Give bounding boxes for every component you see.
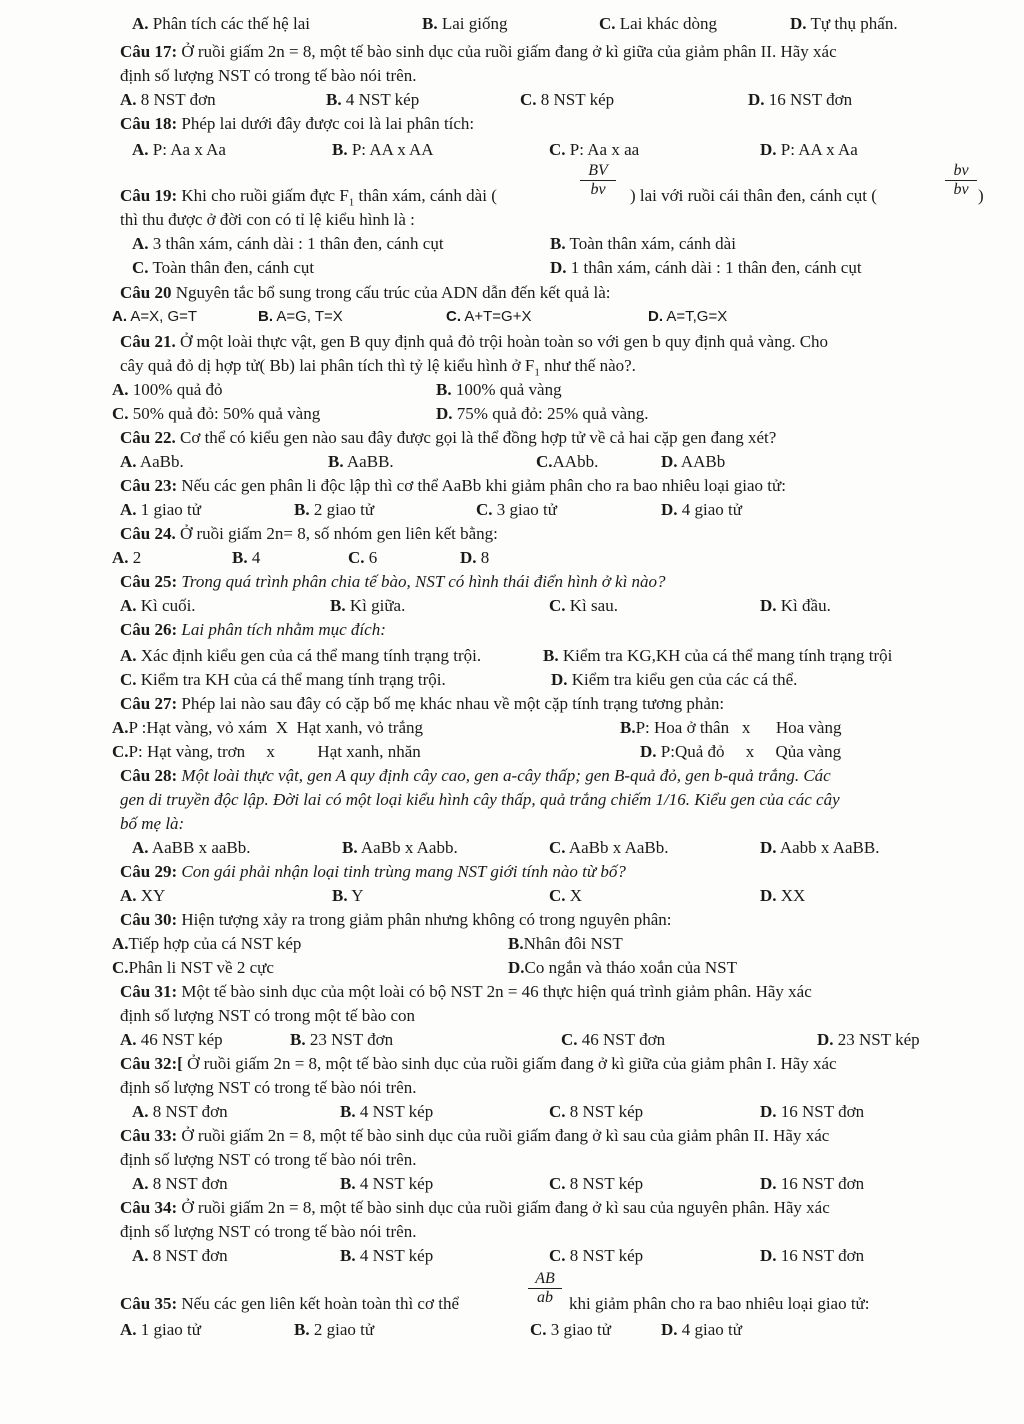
q34-options xyxy=(112,1244,1004,1268)
q19-text-b: thân xám, cánh dài ( xyxy=(354,186,497,205)
q25-option-a: A. Kì cuối. xyxy=(120,596,196,615)
q27-label: Câu 27: xyxy=(120,694,178,713)
q32-label: Câu 32:[ xyxy=(120,1054,183,1073)
q30-option-d: D.Co ngắn và tháo xoắn của NST xyxy=(508,958,737,977)
q28-option-c: C. AaBb x AaBb. xyxy=(549,838,669,857)
q35-frac-den: ab xyxy=(537,1289,553,1306)
q33-text2: định số lượng NST có trong tế bào nói trên. xyxy=(120,1150,417,1169)
q34-line1 xyxy=(120,1196,1004,1220)
q21-text2a: cây quả đỏ dị hợp tử( Bb) lai phân tích thì tỷ lệ kiểu hình ở F xyxy=(120,356,535,375)
q21-line2 xyxy=(120,354,1004,378)
q18-label: Câu 18: xyxy=(120,114,178,133)
q17-option-d: D. 16 NST đơn xyxy=(748,90,853,109)
q19-frac1-den: bv xyxy=(590,181,606,198)
q26-option-d: D. Kiểm tra kiểu gen của các cá thể. xyxy=(551,670,798,689)
q19-option-b: B. Toàn thân xám, cánh dài xyxy=(550,234,736,253)
q27-options-row1 xyxy=(112,716,1004,740)
q23-option-d: D. 4 giao tử xyxy=(661,500,742,519)
q27-option-c: C.P: Hạt vàng, trơn x Hạt xanh, nhăn xyxy=(112,742,421,761)
q28-line3 xyxy=(120,812,1004,836)
q19-line2 xyxy=(120,208,1004,232)
q25-line1 xyxy=(120,570,1004,594)
q31-option-b: B. 23 NST đơn xyxy=(290,1030,394,1049)
q26-options-row2 xyxy=(112,668,1004,692)
q21-line1 xyxy=(120,330,1004,354)
q32-line1 xyxy=(120,1052,1004,1076)
q21-label: Câu 21. xyxy=(120,332,176,351)
q19-text-c: ) lai với ruồi cái thân đen, cánh cụt ( xyxy=(630,186,877,205)
q31-line1 xyxy=(120,980,1004,1004)
q31-label: Câu 31: xyxy=(120,982,178,1001)
q18-line1 xyxy=(120,112,1004,136)
q29-option-c: C. X xyxy=(549,886,583,905)
q27-text: Phép lai nào sau đây có cặp bố mẹ khác nhau về một cặp tính trạng tương phản: xyxy=(181,694,725,713)
q19-text2: thì thu được ở đời con có tỉ lệ kiểu hình là : xyxy=(120,210,415,229)
q25-options xyxy=(112,594,1004,618)
q28-line1 xyxy=(120,764,1004,788)
option-a: A. Phân tích các thế hệ lai xyxy=(132,14,310,33)
q30-option-a: A.Tiếp hợp của cá NST kép xyxy=(112,934,302,953)
q22-option-d: D. AABb xyxy=(661,452,726,471)
q20-line1 xyxy=(120,281,1004,305)
q17-label: Câu 17: xyxy=(120,42,178,61)
q24-option-d: D. 8 xyxy=(460,548,490,567)
q28-line2 xyxy=(120,788,1004,812)
q35-label: Câu 35: xyxy=(120,1294,178,1313)
q35-option-c: C. 3 giao tử xyxy=(530,1320,611,1339)
q35-option-a: A. 1 giao tử xyxy=(120,1320,201,1339)
q22-option-c: C.AAbb. xyxy=(536,452,599,471)
q24-label: Câu 24. xyxy=(120,524,176,543)
option-d: D. Tự thụ phấn. xyxy=(790,14,898,33)
q26-text: Lai phân tích nhằm mục đích: xyxy=(181,620,386,639)
q19-sub: 1 xyxy=(348,196,355,209)
q31-text2: định số lượng NST có trong một tế bào con xyxy=(120,1006,416,1025)
q24-option-a: A. 2 xyxy=(112,548,142,567)
q19-option-a: A. 3 thân xám, cánh dài : 1 thân đen, cánh cụt xyxy=(132,234,444,253)
q31-option-d: D. 23 NST kép xyxy=(817,1030,920,1049)
q32-option-b: B. 4 NST kép xyxy=(340,1102,434,1121)
q19-label: Câu 19: xyxy=(120,186,178,205)
q19-options-row1 xyxy=(112,232,1004,256)
q19-frac2-den: bv xyxy=(953,181,969,198)
q24-options xyxy=(112,546,1004,570)
q34-option-a: A. 8 NST đơn xyxy=(132,1246,228,1265)
q35-text-a: Nếu các gen liên kết hoàn toàn thì cơ thể xyxy=(181,1294,459,1313)
q24-line1 xyxy=(120,522,1004,546)
q21-sub: 1 xyxy=(534,366,540,379)
q27-line1 xyxy=(120,692,1004,716)
q17-line1 xyxy=(120,40,1004,64)
q27-option-b: B.P: Hoa ở thân x Hoa vàng xyxy=(620,718,842,737)
q21-option-a: A. 100% quả đỏ xyxy=(112,380,223,399)
q21-text2b: như thế nào?. xyxy=(539,356,636,375)
q26-option-c: C. Kiểm tra KH của cá thể mang tính trạng trội. xyxy=(120,670,446,689)
q22-line1 xyxy=(120,426,1004,450)
q27-option-d: D. P:Quả đỏ x Qủa vàng xyxy=(640,742,842,761)
q24-text: Ở ruồi giấm 2n= 8, số nhóm gen liên kết bằng: xyxy=(179,524,498,543)
q34-text1: Ở ruồi giấm 2n = 8, một tế bào sinh dục của ruồi giấm đang ở kì sau của nguyên phân. Hãy xác xyxy=(181,1198,830,1217)
q18-option-c: C. P: Aa x aa xyxy=(549,140,640,159)
option-c: C. Lai khác dòng xyxy=(599,14,718,33)
q19-frac1-num: BV xyxy=(580,162,616,181)
q28-text1: Một loài thực vật, gen A quy định cây cao, gen a-cây thấp; gen B-quả đỏ, gen b-quả trắng. Các xyxy=(181,766,831,785)
q19-option-c: C. Toàn thân đen, cánh cụt xyxy=(132,258,315,277)
q31-option-a: A. 46 NST kép xyxy=(120,1030,223,1049)
q28-options xyxy=(112,836,1004,860)
q20-option-b: B. A=G, T=X xyxy=(258,308,343,325)
q17-line2 xyxy=(120,64,1004,88)
q19-option-d: D. 1 thân xám, cánh dài : 1 thân đen, cánh cụt xyxy=(550,258,862,277)
q23-line1 xyxy=(120,474,1004,498)
q33-line1 xyxy=(120,1124,1004,1148)
q29-option-b: B. Y xyxy=(332,886,364,905)
q18-text: Phép lai dưới đây được coi là lai phân tích: xyxy=(181,114,475,133)
q21-text1: Ở một loài thực vật, gen B quy định quả đỏ trội hoàn toàn so với gen b quy định quả vàng. Cho xyxy=(179,332,829,351)
q29-option-d: D. XX xyxy=(760,886,806,905)
q18-option-a: A. P: Aa x Aa xyxy=(132,140,226,159)
q17-text1: Ở ruồi giấm 2n = 8, một tế bào sinh dục của ruồi giấm đang ở kì giữa của giảm phân II. Hãy xác xyxy=(181,42,837,61)
q19-text-d: ) xyxy=(978,186,984,205)
q23-label: Câu 23: xyxy=(120,476,178,495)
q28-text3: bố mẹ là: xyxy=(120,814,185,833)
q31-options xyxy=(112,1028,1004,1052)
q20-text: Nguyên tắc bổ sung trong cấu trúc của ADN dẫn đến kết quả là: xyxy=(175,283,611,302)
q26-line1 xyxy=(120,618,1004,642)
q25-option-b: B. Kì giữa. xyxy=(330,596,406,615)
q26-option-a: A. Xác định kiểu gen của cá thể mang tính trạng trội. xyxy=(120,646,482,665)
q33-options xyxy=(112,1172,1004,1196)
q33-option-d: D. 16 NST đơn xyxy=(760,1174,865,1193)
q23-options xyxy=(112,498,1004,522)
q25-option-c: C. Kì sau. xyxy=(549,596,618,615)
q35-option-d: D. 4 giao tử xyxy=(661,1320,742,1339)
q25-option-d: D. Kì đầu. xyxy=(760,596,831,615)
q35-options xyxy=(112,1318,1004,1342)
q34-line2 xyxy=(120,1220,1004,1244)
q22-label: Câu 22. xyxy=(120,428,176,447)
q19-text-a: Khi cho ruồi giấm đực F xyxy=(181,186,349,205)
q30-options-row2 xyxy=(112,956,1004,980)
q30-text: Hiện tượng xảy ra trong giảm phân nhưng không có trong nguyên phân: xyxy=(181,910,672,929)
q30-line1 xyxy=(120,908,1004,932)
q33-option-c: C. 8 NST kép xyxy=(549,1174,644,1193)
q33-label: Câu 33: xyxy=(120,1126,178,1145)
q20-option-d: D. A=T,G=X xyxy=(648,308,728,325)
q32-text2: định số lượng NST có trong tế bào nói trên. xyxy=(120,1078,417,1097)
top-options-row xyxy=(112,12,1004,36)
q23-text: Nếu các gen phân li độc lập thì cơ thể AaBb khi giảm phân cho ra bao nhiêu loại giao tử: xyxy=(181,476,786,495)
q32-line2 xyxy=(120,1076,1004,1100)
q19-options-row2 xyxy=(112,256,1004,280)
q32-option-d: D. 16 NST đơn xyxy=(760,1102,865,1121)
q24-option-b: B. 4 xyxy=(232,548,261,567)
q35-option-b: B. 2 giao tử xyxy=(294,1320,375,1339)
q17-option-b: B. 4 NST kép xyxy=(326,90,420,109)
q28-text2: gen di truyền độc lập. Đời lai có một loại kiểu hình cây thấp, quả trắng chiếm 1/16. Kiểu gen của các cây xyxy=(120,790,840,809)
q23-option-c: C. 3 giao tử xyxy=(476,500,557,519)
q29-option-a: A. XY xyxy=(120,886,166,905)
q29-options xyxy=(112,884,1004,908)
q29-text: Con gái phải nhận loại tinh trùng mang NST giới tính nào từ bố? xyxy=(181,862,626,881)
q28-label: Câu 28: xyxy=(120,766,178,785)
option-b: B. Lai giống xyxy=(422,14,508,33)
q33-option-a: A. 8 NST đơn xyxy=(132,1174,228,1193)
q35-text-b: khi giảm phân cho ra bao nhiêu loại giao tử: xyxy=(569,1294,870,1313)
q31-text1: Một tế bào sinh dục của một loài có bộ NST 2n = 46 thực hiện quá trình giảm phân. Hãy xác xyxy=(181,982,812,1001)
q31-line2 xyxy=(120,1004,1004,1028)
q35-line1 xyxy=(120,1292,1004,1316)
q35-frac-num: AB xyxy=(528,1270,562,1289)
q34-label: Câu 34: xyxy=(120,1198,178,1217)
q22-option-b: B. AaBB. xyxy=(328,452,394,471)
q24-option-c: C. 6 xyxy=(348,548,378,567)
q17-options xyxy=(112,88,1004,112)
q22-text: Cơ thể có kiểu gen nào sau đây được gọi là thể đồng hợp tử về cả hai cặp gen đang xét? xyxy=(179,428,777,447)
q18-option-d: D. P: AA x Aa xyxy=(760,140,858,159)
q33-line2 xyxy=(120,1148,1004,1172)
q22-options xyxy=(112,450,1004,474)
q29-label: Câu 29: xyxy=(120,862,178,881)
q20-options xyxy=(112,305,1004,329)
q21-option-b: B. 100% quả vàng xyxy=(436,380,562,399)
q29-line1 xyxy=(120,860,1004,884)
q27-option-a: A.P :Hạt vàng, vỏ xám X Hạt xanh, vỏ trắng xyxy=(112,718,423,737)
q20-option-c: C. A+T=G+X xyxy=(446,308,532,325)
q32-options xyxy=(112,1100,1004,1124)
q26-option-b: B. Kiểm tra KG,KH của cá thể mang tính trạng trội xyxy=(543,646,893,665)
q22-option-a: A. AaBb. xyxy=(120,452,184,471)
q26-label: Câu 26: xyxy=(120,620,178,639)
q19-frac2-num: bv xyxy=(945,162,977,181)
q30-options-row1 xyxy=(112,932,1004,956)
q33-option-b: B. 4 NST kép xyxy=(340,1174,434,1193)
q21-option-d: D. 75% quả đỏ: 25% quả vàng. xyxy=(436,404,649,423)
q26-options-row1 xyxy=(112,644,1004,668)
q17-option-c: C. 8 NST kép xyxy=(520,90,615,109)
q17-text2: định số lượng NST có trong tế bào nói trên. xyxy=(120,66,417,85)
q34-text2: định số lượng NST có trong tế bào nói trên. xyxy=(120,1222,417,1241)
q33-text1: Ở ruồi giấm 2n = 8, một tế bào sinh dục của ruồi giấm đang ở kì sau của giảm phân II. Hãy xác xyxy=(181,1126,830,1145)
q32-text1: Ở ruồi giấm 2n = 8, một tế bào sinh dục của ruồi giấm đang ở kì giữa của giảm phân I. Hãy xác xyxy=(187,1054,837,1073)
q25-label: Câu 25: xyxy=(120,572,178,591)
q32-option-a: A. 8 NST đơn xyxy=(132,1102,228,1121)
q27-options-row2 xyxy=(112,740,1004,764)
q21-option-c: C. 50% quả đỏ: 50% quả vàng xyxy=(112,404,321,423)
q28-option-d: D. Aabb x AaBB. xyxy=(760,838,880,857)
q18-options xyxy=(112,138,1004,162)
q30-option-b: B.Nhân đôi NST xyxy=(508,934,623,953)
q30-label: Câu 30: xyxy=(120,910,178,929)
q23-option-a: A. 1 giao tử xyxy=(120,500,201,519)
q34-option-c: C. 8 NST kép xyxy=(549,1246,644,1265)
q20-option-a: A. A=X, G=T xyxy=(112,308,198,325)
q21-options-row1 xyxy=(112,378,1004,402)
q34-option-b: B. 4 NST kép xyxy=(340,1246,434,1265)
q18-option-b: B. P: AA x AA xyxy=(332,140,434,159)
q28-option-b: B. AaBb x Aabb. xyxy=(342,838,458,857)
q20-label: Câu 20 xyxy=(120,283,172,302)
q34-option-d: D. 16 NST đơn xyxy=(760,1246,865,1265)
q32-option-c: C. 8 NST kép xyxy=(549,1102,644,1121)
q17-option-a: A. 8 NST đơn xyxy=(120,90,216,109)
q31-option-c: C. 46 NST đơn xyxy=(561,1030,666,1049)
q19-line1 xyxy=(120,184,1004,208)
q21-options-row2 xyxy=(112,402,1004,426)
q28-option-a: A. AaBB x aaBb. xyxy=(132,838,251,857)
q30-option-c: C.Phân li NST về 2 cực xyxy=(112,958,274,977)
q25-text: Trong quá trình phân chia tế bào, NST có hình thái điển hình ở kì nào? xyxy=(181,572,666,591)
q23-option-b: B. 2 giao tử xyxy=(294,500,375,519)
